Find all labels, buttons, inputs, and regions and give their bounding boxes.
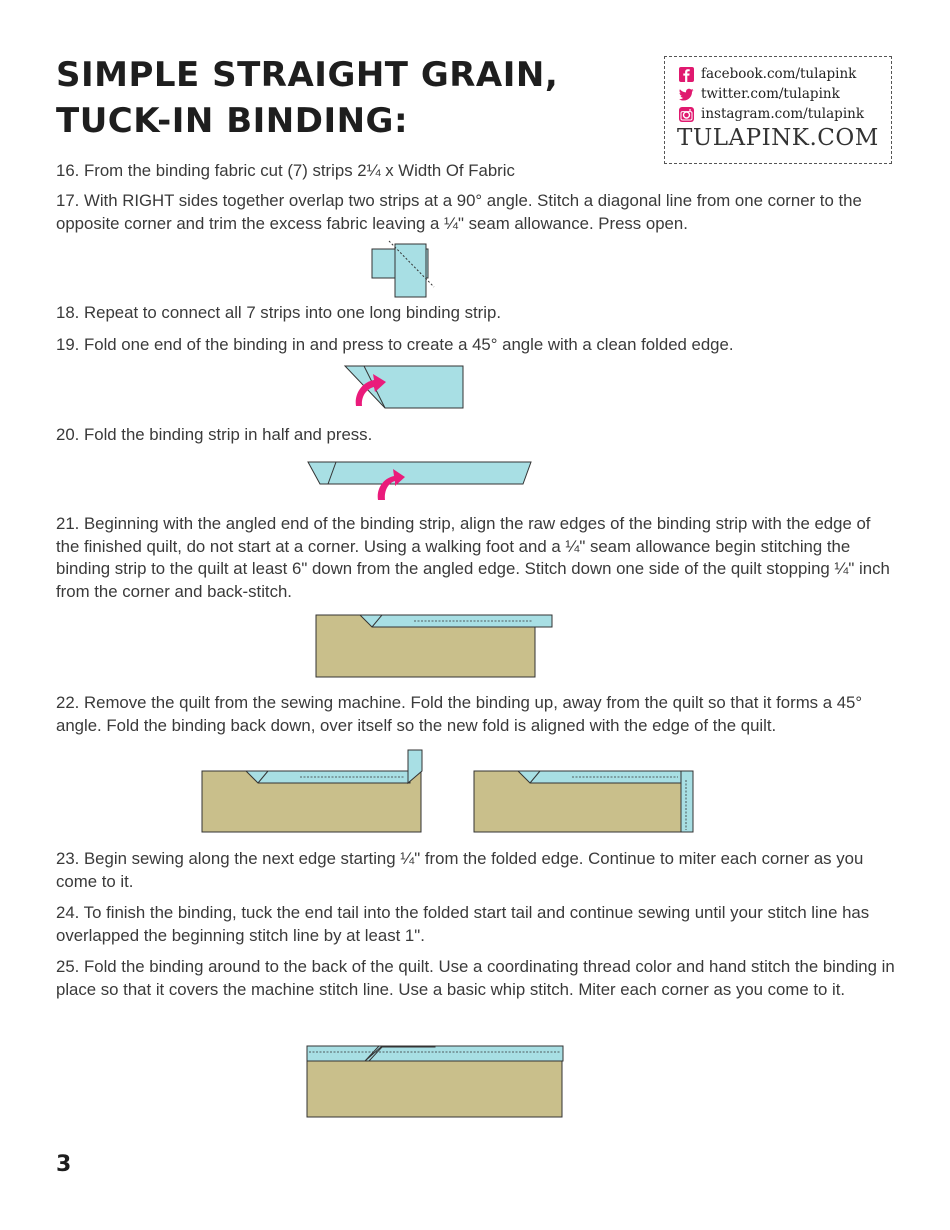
step-24: 24. To finish the binding, tuck the end tail into the folded start tail and continue sewing until your stitch line has overlapped the beginning stitch line by at least 1". <box>56 903 870 945</box>
vertical-strip <box>395 244 426 297</box>
binding-strip <box>307 1046 563 1061</box>
page-title-line-2: TUCK-IN BINDING: <box>56 101 409 141</box>
figure-strips-overlap <box>366 240 438 302</box>
figure-binding-folded-down <box>472 748 698 834</box>
facebook-link[interactable] <box>679 66 856 82</box>
twitter-link-text: twitter.com/tulapink <box>701 86 840 102</box>
step-20: 20. Fold the binding strip in half and press. <box>56 425 373 444</box>
instagram-link-text: instagram.com/tulapink <box>701 106 865 122</box>
facebook-link-text: facebook.com/tulapink <box>701 66 857 82</box>
quilt <box>307 1061 562 1117</box>
figure-binding-on-quilt <box>314 611 556 679</box>
instagram-icon <box>679 107 694 122</box>
step-16: 16. From the binding fabric cut (7) strips 2¼ x Width Of Fabric <box>56 161 515 180</box>
step-25: 25. Fold the binding around to the back of the quilt. Use a coordinating thread color and hand stitch the binding in place so that it covers the machine stitch line. Use a basic whip stitch. Miter each corner as you come to it. <box>56 957 895 999</box>
step-23: 23. Begin sewing along the next edge starting ¼" from the folded edge. Continue to miter each corner as you come to it. <box>56 849 864 891</box>
figure-binding-folded-up <box>200 748 426 834</box>
facebook-icon <box>679 67 694 82</box>
social-links-box <box>664 56 892 164</box>
binding-folded-down <box>681 771 693 832</box>
website-brand[interactable]: TULAPINK.COM <box>677 125 879 151</box>
step-19: 19. Fold one end of the binding in and press to create a 45° angle with a clean folded edge. <box>56 335 734 354</box>
page-title <box>56 52 558 144</box>
step-21: 21. Beginning with the angled end of the binding strip, align the raw edges of the binding strip with the edge of the finished quilt, do not start at a corner. Using a walking foot and a ¼" seam allowance begin stitching the binding strip to the quilt at least 6" down from the angled edge. Stitch down one side of the quilt stopping ¼" inch from the corner and back-stitch. <box>56 514 890 601</box>
step-22: 22. Remove the quilt from the sewing machine. Fold the binding up, away from the quilt so that it forms a 45° angle. Fold the binding back down, over itself so the new fold is aligned with the edge of the quilt. <box>56 693 863 735</box>
step-17: 17. With RIGHT sides together overlap two strips at a 90° angle. Stitch a diagonal line from one corner to the opposite corner and trim the excess fabric leaving a ¼" seam allowance. Press open. <box>56 191 862 233</box>
page-number: 3 <box>56 1152 72 1177</box>
step-18: 18. Repeat to connect all 7 strips into one long binding strip. <box>56 303 501 322</box>
figure-folded-end <box>340 362 468 414</box>
figure-binding-finished-back <box>305 1042 567 1120</box>
twitter-icon <box>679 87 694 102</box>
page-title-line-1: SIMPLE STRAIGHT GRAIN, <box>56 55 559 95</box>
instagram-link[interactable] <box>679 106 864 122</box>
twitter-link[interactable] <box>679 86 840 102</box>
binding-strip-folded <box>308 462 531 484</box>
figure-folded-half <box>306 458 534 503</box>
